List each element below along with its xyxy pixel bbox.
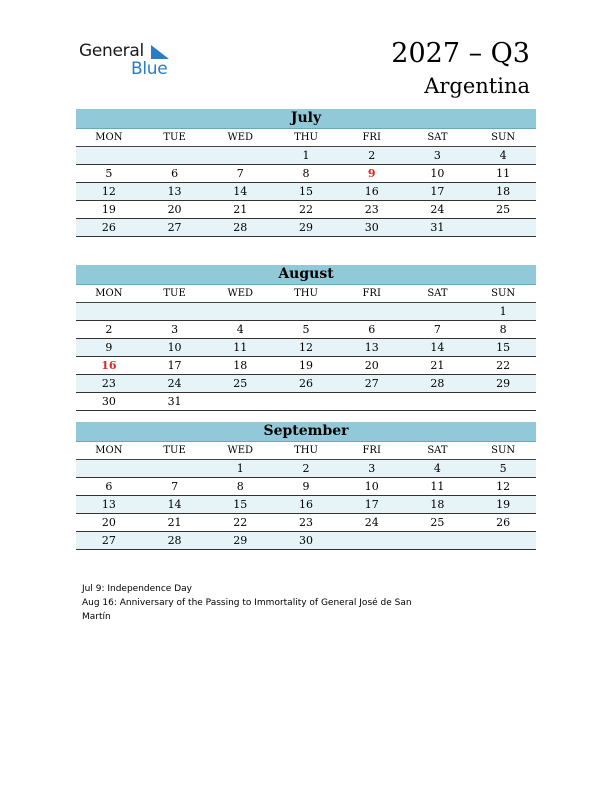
week-row [76,321,536,339]
day-cell: 23 [364,203,379,216]
week-row [76,478,536,496]
day-cell: 3 [171,323,179,336]
week-row [76,496,536,514]
day-cell: 7 [236,167,244,180]
day-cell: 13 [364,341,379,354]
day-cell: 31 [167,395,182,408]
day-cell: 23 [101,377,116,390]
week-row [76,393,536,411]
day-cell: 8 [236,480,244,493]
empty-day-cell [470,219,536,236]
day-cell: 27 [101,534,116,547]
day-cell: 19 [298,359,313,372]
day-cell: 4 [433,462,441,475]
month-september [76,422,536,550]
day-cell: 10 [167,341,182,354]
holiday-notes [82,582,422,624]
weekday-label: THU [294,445,318,456]
day-cell: 29 [496,377,511,390]
day-cell: 27 [364,377,379,390]
week-row [76,303,536,321]
day-cell: 27 [167,221,182,234]
empty-day-cell [142,303,208,320]
empty-day-cell [339,532,405,549]
day-cell: 1 [236,462,244,475]
generalblue-logo [79,41,179,81]
weekday-label: THU [294,132,318,143]
weekday-label: SAT [427,132,448,143]
day-cell: 26 [298,377,313,390]
day-cell: 24 [430,203,445,216]
day-cell: 16 [298,498,313,511]
day-cell: 20 [364,359,379,372]
day-cell: 22 [298,203,313,216]
day-cell: 5 [499,462,507,475]
day-cell: 3 [368,462,376,475]
day-cell: 10 [364,480,379,493]
empty-day-cell [339,393,405,410]
empty-day-cell [339,303,405,320]
day-cell: 2 [105,323,113,336]
weekday-label: MON [95,132,123,143]
day-cell: 15 [496,341,511,354]
empty-day-cell [273,303,339,320]
day-cell: 12 [298,341,313,354]
day-cell: 28 [167,534,182,547]
week-row [76,357,536,375]
empty-day-cell [207,147,273,164]
day-cell: 9 [105,341,113,354]
empty-day-cell [76,460,142,477]
day-cell: 30 [364,221,379,234]
empty-day-cell [405,532,471,549]
day-cell: 25 [496,203,511,216]
month-august [76,265,536,411]
day-cell: 16 [101,359,117,372]
weekday-label: SUN [491,445,516,456]
day-cell: 30 [298,534,313,547]
empty-day-cell [405,393,471,410]
weekday-label: WED [227,445,254,456]
day-cell: 31 [430,221,445,234]
day-cell: 15 [298,185,313,198]
weekday-label: SAT [427,288,448,299]
day-cell: 20 [101,516,116,529]
page-title: 2027 – Q3 [391,38,530,69]
week-row [76,165,536,183]
weekday-label: FRI [362,288,381,299]
day-cell: 17 [430,185,445,198]
day-cell: 29 [233,534,248,547]
empty-day-cell [470,532,536,549]
day-cell: 19 [496,498,511,511]
logo-text-general: General [79,41,144,61]
week-row [76,219,536,237]
country-name: Argentina [424,74,530,98]
day-cell: 23 [298,516,313,529]
week-row [76,183,536,201]
day-cell: 6 [171,167,179,180]
empty-day-cell [273,393,339,410]
day-cell: 5 [302,323,310,336]
day-cell: 10 [430,167,445,180]
day-cell: 28 [233,221,248,234]
logo-text-blue: Blue [131,59,168,79]
day-cell: 7 [433,323,441,336]
empty-day-cell [470,393,536,410]
weekday-header-row [76,285,536,303]
week-row [76,201,536,219]
day-cell: 12 [496,480,511,493]
day-cell: 19 [101,203,116,216]
day-cell: 2 [302,462,310,475]
empty-day-cell [76,147,142,164]
day-cell: 24 [167,377,182,390]
weekday-header-row [76,442,536,460]
day-cell: 18 [430,498,445,511]
week-row [76,532,536,550]
weekday-label: WED [227,132,254,143]
day-cell: 11 [496,167,511,180]
day-cell: 25 [430,516,445,529]
weekday-label: FRI [362,132,381,143]
weekday-label: MON [95,288,123,299]
empty-day-cell [207,303,273,320]
day-cell: 14 [430,341,445,354]
weekday-label: TUE [163,445,186,456]
day-cell: 8 [499,323,507,336]
day-cell: 4 [499,149,507,162]
weekday-label: SAT [427,445,448,456]
month-header: August [76,265,536,285]
day-cell: 12 [101,185,116,198]
day-cell: 14 [233,185,248,198]
month-july [76,109,536,237]
week-row [76,375,536,393]
day-cell: 20 [167,203,182,216]
empty-day-cell [142,147,208,164]
empty-day-cell [76,303,142,320]
day-cell: 9 [367,167,376,180]
weekday-label: WED [227,288,254,299]
day-cell: 21 [233,203,248,216]
week-row [76,339,536,357]
day-cell: 30 [101,395,116,408]
day-cell: 28 [430,377,445,390]
day-cell: 6 [368,323,376,336]
weekday-label: TUE [163,288,186,299]
month-header: September [76,422,536,442]
day-cell: 5 [105,167,113,180]
day-cell: 11 [430,480,445,493]
month-header: July [76,109,536,129]
day-cell: 21 [430,359,445,372]
day-cell: 26 [496,516,511,529]
day-cell: 1 [499,305,507,318]
weekday-label: SUN [491,132,516,143]
weekday-label: MON [95,445,123,456]
day-cell: 11 [233,341,248,354]
day-cell: 18 [496,185,511,198]
weekday-header-row [76,129,536,147]
weekday-label: THU [294,288,318,299]
day-cell: 13 [101,498,116,511]
day-cell: 26 [101,221,116,234]
day-cell: 24 [364,516,379,529]
day-cell: 16 [364,185,379,198]
empty-day-cell [207,393,273,410]
day-cell: 13 [167,185,182,198]
weekday-label: FRI [362,445,381,456]
day-cell: 25 [233,377,248,390]
day-cell: 1 [302,149,310,162]
day-cell: 17 [364,498,379,511]
day-cell: 29 [298,221,313,234]
day-cell: 6 [105,480,113,493]
day-cell: 15 [233,498,248,511]
day-cell: 9 [302,480,310,493]
day-cell: 8 [302,167,310,180]
holiday-note: Aug 16: Anniversary of the Passing to Immortality of General José de San Martín [82,598,412,622]
day-cell: 17 [167,359,182,372]
empty-day-cell [142,460,208,477]
empty-day-cell [405,303,471,320]
day-cell: 22 [496,359,511,372]
day-cell: 14 [167,498,182,511]
day-cell: 7 [171,480,179,493]
day-cell: 21 [167,516,182,529]
day-cell: 18 [233,359,248,372]
week-row [76,514,536,532]
weekday-label: SUN [491,288,516,299]
week-row [76,460,536,478]
holiday-note: Jul 9: Independence Day [82,584,192,594]
week-row [76,147,536,165]
day-cell: 3 [433,149,441,162]
weekday-label: TUE [163,132,186,143]
day-cell: 4 [236,323,244,336]
day-cell: 22 [233,516,248,529]
day-cell: 2 [368,149,376,162]
